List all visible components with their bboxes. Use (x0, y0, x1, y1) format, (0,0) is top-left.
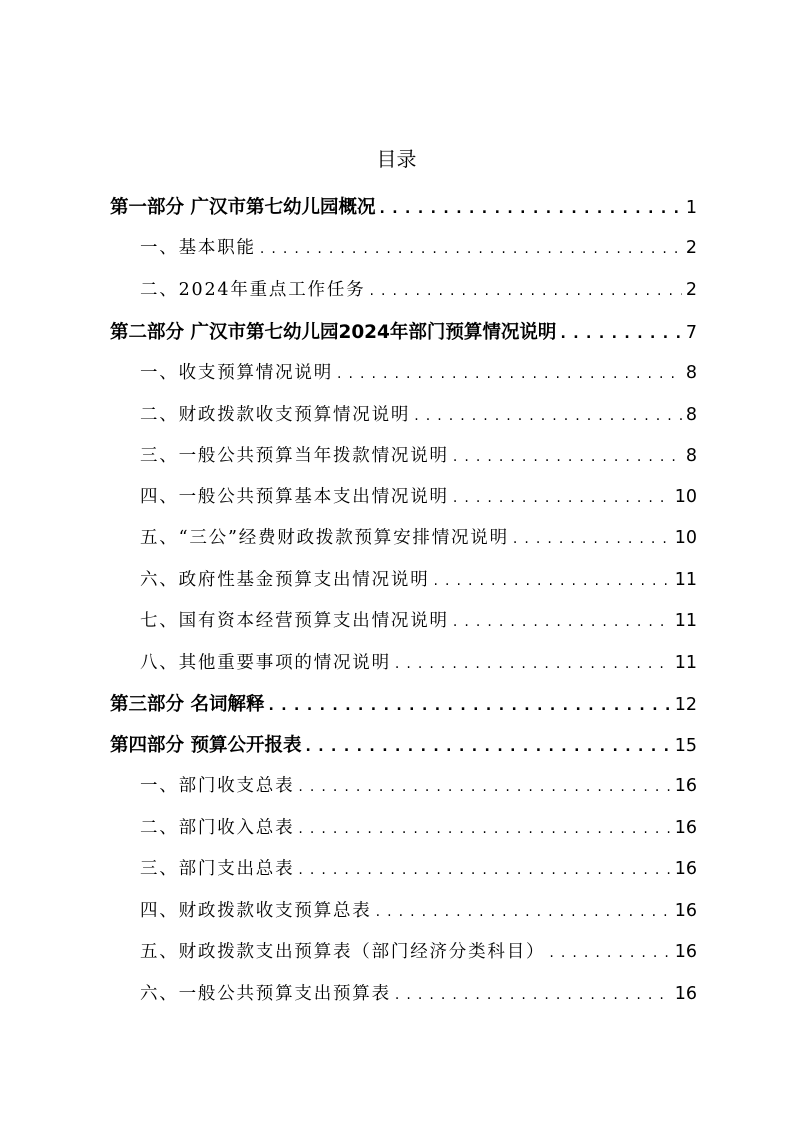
toc-entry-label: 六、政府性基金预算支出情况说明 (140, 570, 430, 590)
toc-entry-label: 二、2024年重点工作任务 (140, 280, 366, 300)
toc-entry-1-1[interactable] (140, 234, 697, 260)
toc-entry-label: 第四部分 预算公开报表 (110, 735, 302, 756)
toc-entry-page: 16 (674, 776, 697, 796)
toc-entry-page: 1 (685, 198, 697, 218)
toc-entry-page: 8 (685, 405, 697, 425)
toc-entry-2-7[interactable] (140, 607, 697, 633)
toc-title: 目录 (376, 147, 417, 171)
toc-entry-4-1[interactable] (140, 772, 697, 798)
toc-entry-1-2[interactable] (140, 276, 697, 302)
dot-leader (414, 405, 682, 425)
dot-leader (298, 818, 670, 838)
toc-entry-page: 16 (674, 942, 697, 962)
toc-entry-label: 四、一般公共预算基本支出情况说明 (140, 487, 449, 507)
toc-entry-label: 七、国有资本经营预算支出情况说明 (140, 611, 449, 631)
toc-entry-label: 第一部分 广汉市第七幼儿园概况 (110, 197, 376, 218)
toc-entry-page: 16 (674, 818, 697, 838)
dot-leader (453, 487, 671, 507)
toc-entry-label: 第二部分 广汉市第七幼儿园2024年部门预算情况说明 (110, 322, 557, 343)
toc-entry-2-4[interactable] (140, 483, 697, 509)
toc-entry-part-3[interactable] (110, 690, 697, 716)
toc-entry-label: 五、财政拨款支出预算表（部门经济分类科目） (140, 942, 546, 962)
toc-entry-4-5[interactable] (140, 938, 697, 964)
dot-leader (305, 735, 670, 756)
dot-leader (260, 238, 682, 258)
toc-entry-label: 八、其他重要事项的情况说明 (140, 653, 391, 673)
toc-entry-label: 三、一般公共预算当年拨款情况说明 (140, 446, 449, 466)
toc-entry-2-1[interactable] (140, 359, 697, 385)
toc-entry-label: 一、部门收支总表 (140, 776, 295, 796)
toc-entry-label: 一、收支预算情况说明 (140, 363, 333, 383)
toc-entry-part-4[interactable] (110, 731, 697, 757)
toc-entry-page: 2 (685, 238, 697, 258)
toc-entry-page: 16 (674, 984, 697, 1004)
toc-entry-page: 16 (674, 901, 697, 921)
dot-leader (298, 776, 670, 796)
toc-entry-page: 2 (685, 280, 697, 300)
dot-leader (337, 363, 682, 383)
toc-entry-4-4[interactable] (140, 897, 697, 923)
toc-entry-2-2[interactable] (140, 401, 697, 427)
toc-entry-label: 六、一般公共预算支出预算表 (140, 984, 391, 1004)
toc-entry-label: 五、“三公”经费财政拨款预算安排情况说明 (140, 528, 509, 548)
toc-entry-label: 二、财政拨款收支预算情况说明 (140, 405, 411, 425)
dot-leader (453, 446, 682, 466)
dot-leader (379, 197, 681, 218)
toc-entry-2-5[interactable] (140, 524, 697, 550)
toc-entry-4-2[interactable] (140, 814, 697, 840)
toc-entry-label: 一、基本职能 (140, 238, 256, 258)
toc-entry-page: 15 (674, 736, 697, 756)
toc-entry-label: 四、财政拨款收支预算总表 (140, 901, 372, 921)
toc-entry-page: 10 (674, 528, 697, 548)
toc-entry-page: 16 (674, 859, 697, 879)
toc-entry-page: 8 (685, 363, 697, 383)
dot-leader (268, 694, 670, 715)
toc-entry-page: 11 (674, 570, 697, 590)
toc-entry-page: 12 (674, 695, 697, 715)
toc-entry-4-6[interactable] (140, 980, 697, 1006)
dot-leader (395, 653, 671, 673)
toc-entry-2-3[interactable] (140, 442, 697, 468)
dot-leader (549, 942, 670, 962)
toc-entry-label: 二、部门收入总表 (140, 818, 295, 838)
toc-entry-page: 11 (674, 611, 697, 631)
toc-entry-page: 7 (685, 323, 697, 343)
dot-leader (453, 611, 671, 631)
toc-entry-part-2[interactable] (110, 318, 697, 344)
toc-entry-4-3[interactable] (140, 855, 697, 881)
toc-entry-2-6[interactable] (140, 566, 697, 592)
dot-leader (560, 322, 681, 343)
toc-entry-part-1[interactable] (110, 193, 697, 219)
dot-leader (376, 901, 671, 921)
dot-leader (513, 528, 671, 548)
dot-leader (298, 859, 670, 879)
dot-leader (395, 984, 671, 1004)
toc-entry-2-8[interactable] (140, 649, 697, 675)
toc-entry-page: 8 (685, 446, 697, 466)
toc-entry-label: 第三部分 名词解释 (110, 694, 265, 715)
toc-entry-page: 10 (674, 487, 697, 507)
toc-entry-page: 11 (674, 653, 697, 673)
dot-leader (369, 280, 681, 300)
dot-leader (434, 570, 671, 590)
toc-entry-label: 三、部门支出总表 (140, 859, 295, 879)
